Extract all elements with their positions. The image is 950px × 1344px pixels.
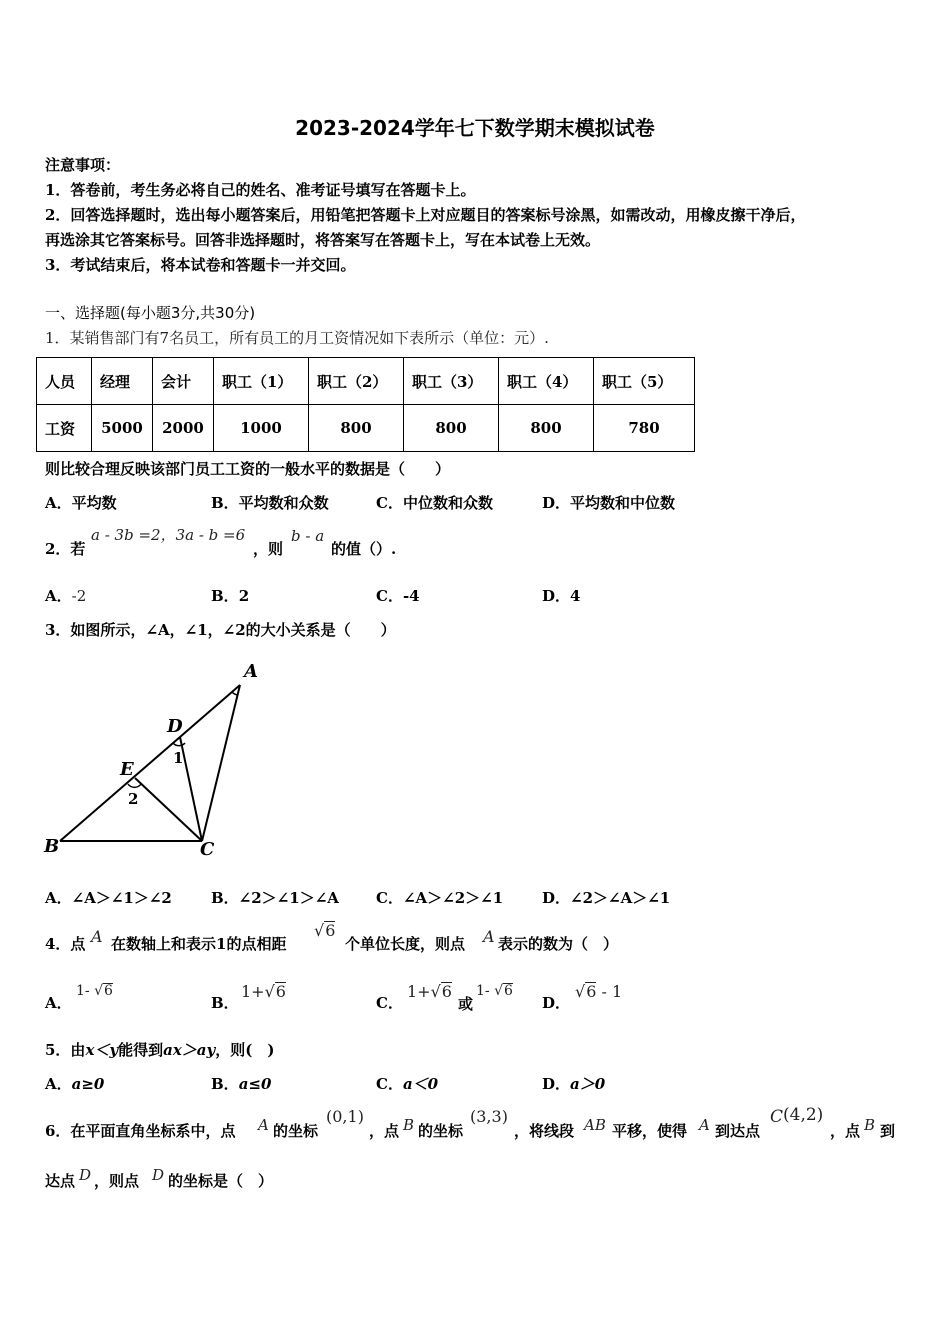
q4-sqrt: √6 [314, 921, 336, 940]
table-cell: 会计 [153, 358, 214, 405]
table-cell: 800 [499, 405, 594, 452]
q6-text: 达点 [45, 1172, 76, 1190]
q4-point-a2: A [483, 927, 495, 946]
q2-option-a[interactable] [45, 585, 86, 606]
q6-coord-b: (3,3) [470, 1107, 508, 1126]
q5-option-b[interactable] [211, 1073, 271, 1094]
q6-text: 的坐标 [418, 1122, 464, 1140]
q4-text-2: 在数轴上和表示1的点相距 [111, 935, 287, 953]
option-label: C． [376, 1075, 403, 1093]
q3-option-d[interactable]: D．∠2＞∠A＞∠1 [542, 889, 671, 907]
q5-option-c[interactable] [376, 1073, 438, 1094]
q5-option-a[interactable] [45, 1073, 104, 1094]
option-value: a≥0 [71, 1075, 105, 1093]
table-cell: 1000 [214, 405, 309, 452]
q6-text: 的坐标 [273, 1122, 319, 1140]
table-cell: 人员 [37, 358, 92, 405]
q2-middle: ，则 [253, 540, 284, 558]
q4-text-3: 个单位长度，则点 [345, 935, 466, 953]
table-cell: 800 [309, 405, 404, 452]
q6-point-d: D [79, 1166, 92, 1184]
option-value: a≤0 [238, 1075, 272, 1093]
q4-option-d-value[interactable]: √6 - 1 [575, 982, 623, 1001]
option-label: D． [542, 587, 571, 605]
table-cell: 工资 [37, 405, 92, 452]
q3-option-c[interactable]: C．∠A＞∠2＞∠1 [376, 889, 504, 907]
sqrt-radicand: 6 [325, 921, 336, 940]
table-cell: 780 [594, 405, 695, 452]
stem-result: ax＞ay [163, 1041, 216, 1059]
label-e: E [120, 759, 134, 780]
q3-stem: 3．如图所示，∠A，∠1，∠2的大小关系是（ ） [45, 621, 396, 639]
value-prefix: 1- [76, 983, 95, 999]
q6-segment-ab: AB [584, 1116, 606, 1134]
option-label: B． [211, 587, 239, 605]
option-value: -2 [71, 587, 87, 605]
q4-option-c-value-2[interactable]: 1- √6 [476, 983, 513, 999]
q3-option-b[interactable]: B．∠2＞∠1＞∠A [211, 889, 339, 907]
value-suffix: - 1 [596, 982, 623, 1001]
table-cell: 800 [404, 405, 499, 452]
option-value: a＜0 [402, 1075, 439, 1093]
q6-text: 平移，使得 [612, 1122, 688, 1140]
label-b: B [44, 836, 60, 857]
table-cell: 经理 [92, 358, 153, 405]
table-cell: 职工（5） [594, 358, 695, 405]
q3-option-a[interactable]: A．∠A＞∠1＞∠2 [45, 889, 172, 907]
option-value: 4 [570, 587, 581, 605]
table-cell: 职工（1） [214, 358, 309, 405]
q4-option-a-value[interactable]: 1- √6 [76, 983, 113, 999]
stem-text: ，则( ) [215, 1041, 275, 1059]
sqrt-radicand: 6 [104, 983, 113, 999]
q4-option-c-or: 或 [458, 995, 474, 1013]
option-label: C． [376, 587, 403, 605]
q6-point-a: A [258, 1116, 269, 1134]
value-prefix: 1- [476, 983, 495, 999]
value-prefix: 1+ [407, 982, 431, 1001]
q4-option-c-label[interactable]: C． [376, 994, 403, 1012]
q5-stem [45, 1039, 274, 1060]
q6-point-b: B [864, 1116, 876, 1134]
label-c: C [200, 839, 215, 860]
angle-arc-1 [173, 743, 185, 746]
label-angle-2: 2 [128, 790, 139, 808]
option-value: a＞0 [570, 1075, 606, 1093]
value-prefix: 1+ [241, 982, 265, 1001]
angle-arc-2 [128, 784, 141, 787]
q6-point-a: A [699, 1116, 710, 1134]
q6-point-c: C [770, 1107, 784, 1127]
q6-text: ，点 [830, 1122, 861, 1140]
q6-point-d: D [152, 1166, 165, 1184]
table-header-row [37, 358, 695, 405]
option-label: A． [45, 587, 72, 605]
q2-condition: a - 3b =2，3a - b =6 [91, 526, 246, 544]
line-ec [135, 778, 202, 841]
stem-text: 5．由 [45, 1041, 86, 1059]
table-cell: 2000 [153, 405, 214, 452]
q1-option-c[interactable]: C．中位数和众数 [376, 494, 493, 512]
notice-item: 1．答卷前，考生务必将自己的姓名、准考证号填写在答题卡上。 [45, 181, 476, 199]
q6-text: ，点 [369, 1122, 400, 1140]
q4-option-b-label[interactable]: B． [211, 994, 239, 1012]
q6-coord-a: (0,1) [326, 1107, 364, 1126]
q1-option-a[interactable]: A．平均数 [45, 494, 117, 512]
notice-item: 3．考试结束后，将本试卷和答题卡一并交回。 [45, 256, 356, 274]
salary-table [36, 357, 695, 452]
q6-coord-c: (4,2) [783, 1105, 824, 1125]
table-cell: 职工（3） [404, 358, 499, 405]
q6-point-b: B [403, 1116, 415, 1134]
stem-text: 能得到 [118, 1041, 164, 1059]
label-angle-1: 1 [173, 749, 184, 767]
q2-suffix: 的值（）. [331, 540, 397, 558]
q2-prefix: 2．若 [45, 540, 86, 558]
line-ab [60, 685, 240, 841]
table-cell: 5000 [92, 405, 153, 452]
q4-text-4: 表示的数为（ ） [498, 935, 619, 953]
triangle-figure [40, 655, 280, 865]
q2-expression: b - a [291, 527, 325, 545]
notice-item: 再选涂其它答案标号。回答非选择题时，将答案写在答题卡上，写在本试卷上无效。 [45, 231, 601, 249]
page-title: 2023-2024学年七下数学期末模拟试卷 [295, 116, 655, 140]
option-label: D． [542, 1075, 571, 1093]
q2-option-d[interactable] [542, 585, 580, 606]
q4-point-a: A [91, 927, 103, 946]
section-heading: 一、选择题(每小题3分,共30分) [45, 304, 256, 322]
sqrt-radicand: 6 [275, 982, 286, 1001]
q1-question: 则比较合理反映该部门员工工资的一般水平的数据是（ ） [45, 460, 451, 478]
option-value: 2 [238, 587, 250, 605]
table-cell: 职工（4） [499, 358, 594, 405]
q2-option-b[interactable] [211, 585, 249, 606]
sqrt-radicand: 6 [586, 982, 597, 1001]
q1-stem: 1．某销售部门有7名员工，所有员工的月工资情况如下表所示（单位：元）. [45, 329, 549, 347]
q1-option-d[interactable]: D．平均数和中位数 [542, 494, 676, 512]
table-cell: 职工（2） [309, 358, 404, 405]
q6-text: ，将线段 [514, 1122, 575, 1140]
notice-heading: 注意事项： [45, 156, 121, 174]
option-label: A． [45, 1075, 72, 1093]
label-a: A [244, 661, 258, 682]
option-value: -4 [402, 587, 420, 605]
q5-option-d[interactable] [542, 1073, 605, 1094]
q4-option-d-label[interactable]: D． [542, 994, 571, 1012]
q6-text: 到 [880, 1122, 896, 1140]
q6-text: 到达点 [715, 1122, 761, 1140]
q6-text: 的坐标是（ ） [168, 1172, 274, 1190]
sqrt-radicand: 6 [504, 983, 513, 999]
line-ac [202, 685, 240, 841]
q4-option-c-value[interactable]: 1+√6 [407, 982, 452, 1001]
q1-option-b[interactable]: B．平均数和众数 [211, 494, 329, 512]
label-d: D [167, 716, 183, 737]
q6-text: ，则点 [94, 1172, 140, 1190]
q2-option-c[interactable] [376, 585, 420, 606]
q4-option-b-value[interactable]: 1+√6 [241, 982, 286, 1001]
notice-item: 2．回答选择题时，选出每小题答案后，用铅笔把答题卡上对应题目的答案标号涂黑，如需改动，用橡皮擦干净后， [45, 206, 806, 224]
stem-condition: x＜y [85, 1041, 119, 1059]
option-label: B． [211, 1075, 239, 1093]
sqrt-radicand: 6 [441, 982, 452, 1001]
q4-option-a-label[interactable]: A． [45, 994, 72, 1012]
q6-text: 6．在平面直角坐标系中，点 [45, 1122, 236, 1140]
q4-text-1: 4．点 [45, 935, 86, 953]
table-row [37, 405, 695, 452]
